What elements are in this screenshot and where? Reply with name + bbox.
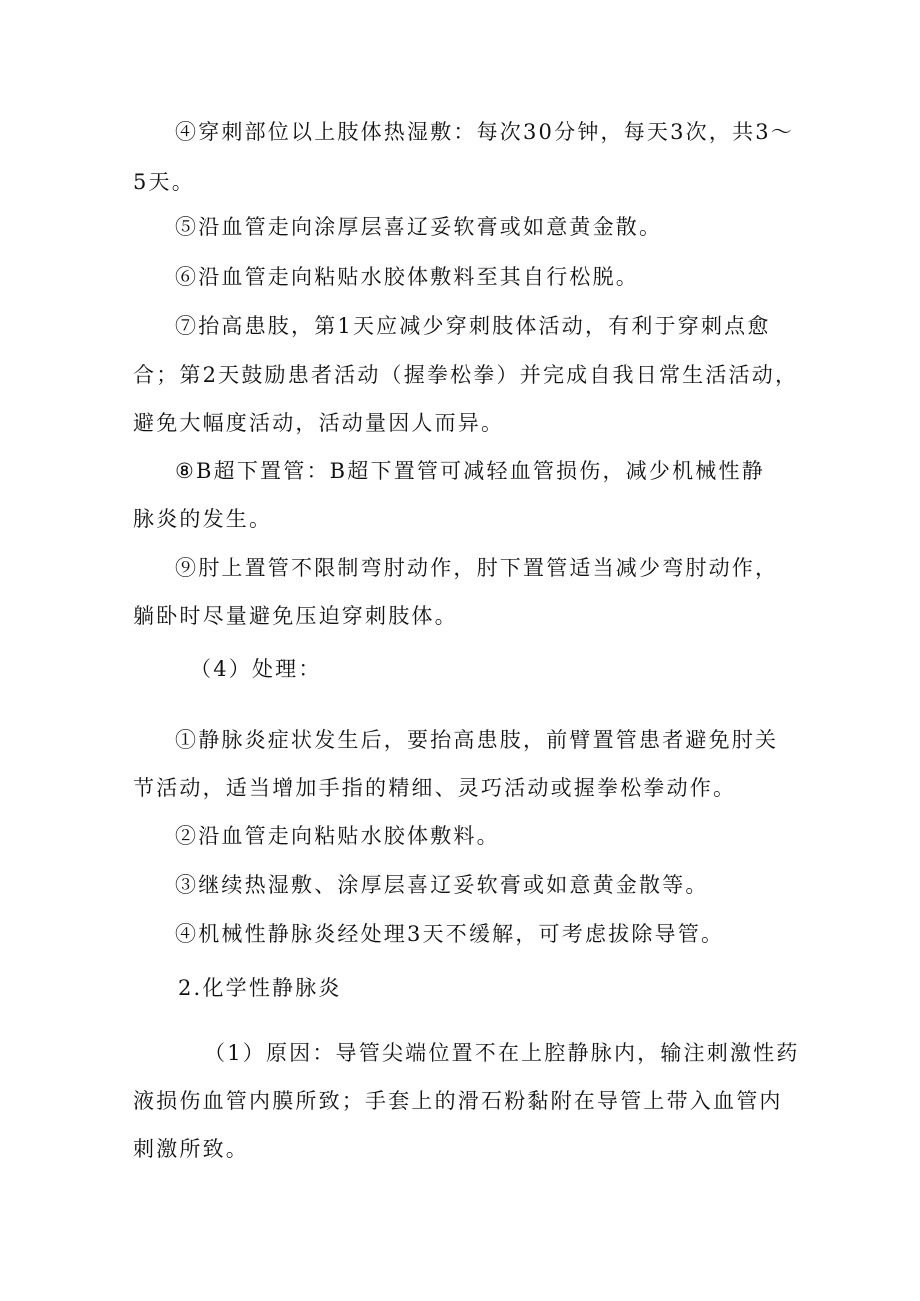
paragraph-line: ⑦抬高患肢，第1天应减少穿刺肢体活动，有利于穿刺点愈 bbox=[175, 314, 771, 338]
paragraph-line: 5天。 bbox=[133, 170, 195, 194]
paragraph-line: ②沿血管走向粘贴水胶体敷料。 bbox=[175, 824, 500, 848]
paragraph-line: ③继续热湿敷、涂厚层喜辽妥软膏或如意黄金散等。 bbox=[175, 873, 709, 897]
paragraph-line: ⑨肘上置管不限制弯肘动作，肘下置管适当减少弯肘动作， bbox=[175, 556, 779, 580]
paragraph-line: ⑤沿血管走向涂厚层喜辽妥软膏或如意黄金散。 bbox=[175, 215, 663, 239]
paragraph-line: ⑧B超下置管：B超下置管可减轻血管损伤，减少机械性静 bbox=[175, 459, 765, 483]
paragraph-line: 刺激所致。 bbox=[133, 1137, 249, 1161]
paragraph-line: 液损伤血管内膜所致；手套上的滑石粉黏附在导管上带入血管内 bbox=[133, 1089, 783, 1113]
paragraph-line: ①静脉炎症状发生后，要抬高患肢，前臂置管患者避免肘关 bbox=[175, 728, 779, 752]
paragraph-line: 节活动，适当增加手指的精细、灵巧活动或握拳松拳动作。 bbox=[133, 776, 737, 800]
paragraph-line: （1）原因：导管尖端位置不在上腔静脉内，输注刺激性药 bbox=[204, 1041, 800, 1065]
paragraph-line: 脉炎的发生。 bbox=[133, 507, 273, 531]
paragraph-line: 躺卧时尽量避免压迫穿刺肢体。 bbox=[133, 604, 458, 628]
paragraph-line: ④机械性静脉炎经处理3天不缓解，可考虑拔除导管。 bbox=[175, 922, 725, 946]
paragraph-line: ⑥沿血管走向粘贴水胶体敷料至其自行松脱。 bbox=[175, 265, 639, 289]
section-heading: （4）处理： bbox=[190, 657, 322, 681]
paragraph-line: 避免大幅度活动，活动量因人而异。 bbox=[133, 411, 505, 435]
section-heading: 2.化学性静脉炎 bbox=[178, 976, 342, 1000]
paragraph-line: ④穿刺部位以上肢体热湿敷：每次30分钟，每天3次，共3～ bbox=[175, 120, 795, 144]
paragraph-line: 合；第2天鼓励患者活动（握拳松拳）并完成自我日常生活活动， bbox=[133, 363, 799, 387]
